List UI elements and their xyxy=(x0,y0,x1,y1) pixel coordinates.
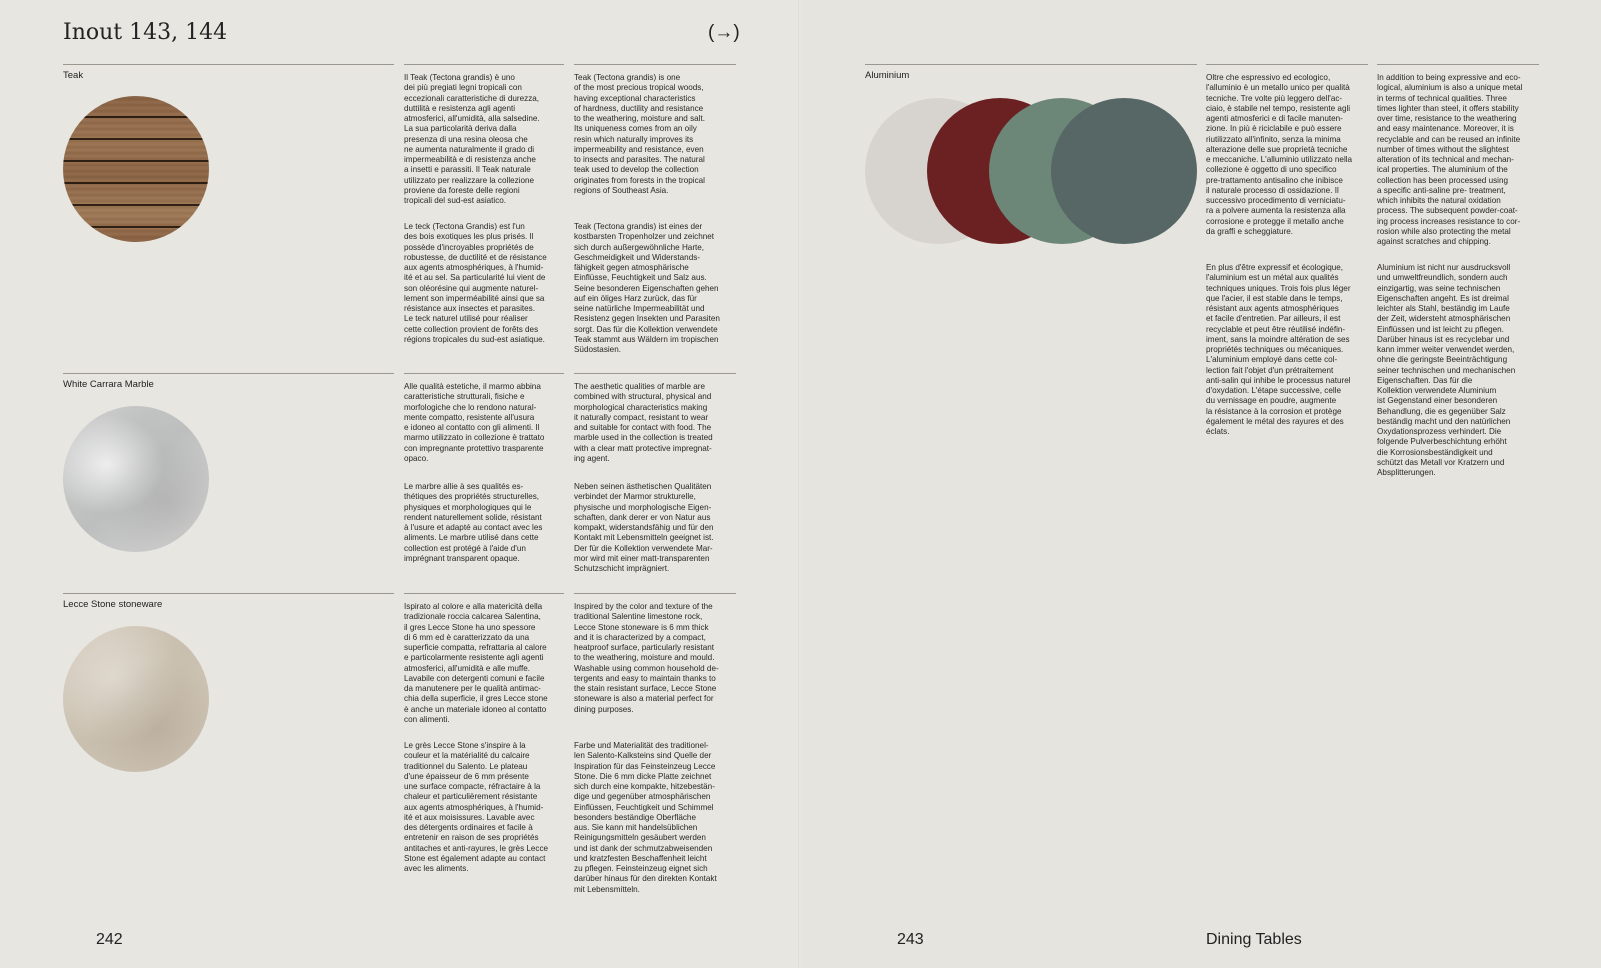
divider xyxy=(574,64,736,65)
aluminium-color-swatch xyxy=(1051,98,1197,244)
lecce-text-fr: Le grès Lecce Stone s'inspire à la couleur et la matérialité du calcaire traditionnel du Salento. Le plateau d'une épaisseur de 6 mm présente une surface compacte, réfractaire à la chaleur et particulièrement résistante aux agents atmosphériques, à l'humid- ité et aux moisissures. Lavable avec des détergents ordinaires et facile à entretenir en raison de ses propriétés antitaches et anti-rayures, le grès Lecce Stone est également adapte au contact avec les aliments. xyxy=(404,741,549,873)
teak-text-en: Teak (Tectona grandis) is one of the most precious tropical woods, having exceptional characteristics of hardness, ductility and resistance to the weathering, moisture and salt. Its uniqueness comes from an oily resin which naturally improves its impermeability and resistance, even to insects and parasites. The natural teak used to develop the collection originates from forests in the tropical regions of Southeast Asia. xyxy=(574,73,705,195)
marble-text-de: Neben seinen ästhetischen Qualitäten verbindet der Marmor strukturelle, physische und morphologische Eigen- schaften, dank derer er von Natur aus kompakt, widerstandsfähig und für den Kontakt mit Lebensmitteln geeignet ist. Der für die Kollektion verwendete Mar- mor wird mit einer matt-transparenten Schutzschicht imprägniert. xyxy=(574,482,714,573)
lecce-text-en: Inspired by the color and texture of the traditional Salentine limestone rock, Lecce Stone stoneware is 6 mm thick and it is characterized by a compact, heatproof surface, particularly resistant to the weathering, moisture and mould. Washable using common household de- tergents and easy to maintain thanks to the stain resistant surface, Lecce Stone stoneware is also a material perfect for dining purposes. xyxy=(574,602,719,714)
section-title: Dining Tables xyxy=(1206,931,1302,948)
teak-text-de: Teak (Tectona grandis) ist eines der kostbarsten Tropenholzer und zeichnet sich durch außergewöhnliche Harte, Geschmeidigkeit und Widerstands- fähigkeit gegen atmosphärische Einflüsse, Feuchtigkeit und Salz aus. Seine besonderen Eigenschaften gehen auf ein öliges Harz zurück, das für seine natürliche Impermeabilität und Resistenz gegen Insekten und Parasiten sorgt. Das für die Kollektion verwendete Teak stammt aus Wäldern im tropischen Südostasien. xyxy=(574,222,720,354)
divider xyxy=(1377,64,1539,65)
page-title: Inout 143, 144 xyxy=(63,20,228,45)
lecce-text-it: Ispirato al colore e alla matericità della tradizionale roccia calcarea Salentina, il gres Lecce Stone ha uno spessore di 6 mm ed è caratterizzato da una superficie compatta, refrattaria al calore e particolarmente resistente agli agenti atmosferici, all'umidità e alle muffe. Lavabile con detergenti comuni e facile da manutenere per le qualità antimac- chia della superficie, il gres Lecce stone è anche un materiale idoneo al contatto con alimenti. xyxy=(404,602,548,724)
material-label-teak: Teak xyxy=(63,70,84,81)
divider xyxy=(865,64,1197,65)
teak-text-it: Il Teak (Tectona grandis) è uno dei più pregiati legni tropicali con eccezionali caratteristiche di durezza, duttilità e resistenza agli agenti atmosferici, all'umidità, alla salsedine. La sua particolarità deriva dalla presenza di una resina oleosa che ne aumenta naturalmente il grado di impermeabilità e di resistenza anche a insetti e parassiti. Il Teak naturale utilizzato per realizzare la collezione proviene da foreste delle regioni tropicali del sud-est asiatico. xyxy=(404,73,540,205)
material-label-lecce: Lecce Stone stoneware xyxy=(63,599,163,610)
arrow-right-icon[interactable]: (→) xyxy=(708,22,740,43)
teak-swatch xyxy=(63,96,209,242)
lecce-text-de: Farbe und Materialität des traditionel- len Salento-Kalksteins sind Quelle der Inspiration für das Feinsteinzeug Lecce Stone. Die 6 mm dicke Platte zeichnet sich durch eine kompakte, hitzebestän- dige und gegenüber atmosphärischen Einflüssen, Feuchtigkeit und Schimmel besonders beständige Oberfläche aus. Sie kann mit handelsüblichen Reinigungsmitteln gesäubert werden und ist dank der schmutzabweisenden und kratzfesten Beschaffenheit leicht zu pflegen. Feinsteinzeug eignet sich darüber hinaus für den direkten Kontakt mit Lebensmitteln. xyxy=(574,741,717,894)
material-label-aluminium: Aluminium xyxy=(865,70,910,81)
aluminium-text-en: In addition to being expressive and eco- logical, aluminium is also a unique metal in terms of technical qualities. Three times lighter than steel, it offers stability over time, resistance to the weathering and easy maintenance. Moreover, it is recyclable and can be reused an infinite number of times without the slightest alteration of its technical and mechan- ical properties. The aluminium of the collection has been processed using a specific anti-saline pre- treatment, which inhibits the natural oxidation process. The subsequent powder-coat- ing process increases resistance to cor- rosion while also protecting the metal against scratches and chipping. xyxy=(1377,73,1523,246)
divider xyxy=(574,593,736,594)
divider xyxy=(404,64,564,65)
right-page xyxy=(801,0,1601,968)
material-label-marble: White Carrara Marble xyxy=(63,379,154,390)
marble-swatch xyxy=(63,406,209,552)
aluminium-text-fr: En plus d'être expressif et écologique, l'aluminium est un métal aux qualités techniques uniques. Trois fois plus léger que l'acier, il est stable dans le temps, résistant aux agents atmosphériques et facile d'entretien. Par ailleurs, il est recyclable et peut être réutilisé indéfin- iment, sans la moindre altération de ses propriétés techniques ou mécaniques. L'aluminium employé dans cette col- lection fait l'objet d'un prétraitement anti-salin qui inhibe le processus naturel d'oxydation. L'étape successive, celle du vernissage en poudre, augmente la résistance à la corrosion et protège également le métal des rayures et des éclats. xyxy=(1206,263,1351,436)
marble-text-en: The aesthetic qualities of marble are combined with structural, physical and morphological characteristics making it naturally compact, resistant to wear and suitable for contact with food. The marble used in the collection is treated with a clear matt protective impregnat- ing agent. xyxy=(574,382,713,463)
aluminium-text-de: Aluminium ist nicht nur ausdrucksvoll und umweltfreundlich, sondern auch einzigartig, was seine technischen Eigenschaften angeht. Es ist dreimal leichter als Stahl, beständig im Laufe der Zeit, widersteht atmosphärischen Einflüssen und ist leicht zu pflegen. Darüber hinaus ist es recyclebar und kann immer weiter verwendet werden, ohne die geringste Beeinträchtigung seiner technischen und mechanischen Eigenschaften. Das für die Kollektion verwendete Aluminium ist Gegenstand einer besonderen Behandlung, die es gegenüber Salz beständig macht und den natürlichen Oxydationsprozess verhindert. Die folgende Pulverbeschichtung erhöht die Korrosionsbeständigkeit und schützt das Metall vor Kratzern und Absplitterungen. xyxy=(1377,263,1516,477)
divider xyxy=(63,373,394,374)
left-page xyxy=(0,0,800,968)
page-number: 242 xyxy=(96,931,123,948)
teak-text-fr: Le teck (Tectona Grandis) est l'un des bois exotiques les plus prisés. Il possède d'incroyables propriétés de robustesse, de ductilité et de résistance aux agents atmosphériques, à l'humid- ité et au sel. Sa particularité lui vient de son oléorésine qui augmente naturel- lement son imperméabilité ainsi que sa résistance aux insectes et parasites. Le teck naturel utilisé pour réaliser cette collection provient de forêts des régions tropicales du sud-est asiatique. xyxy=(404,222,547,344)
divider xyxy=(404,373,564,374)
marble-text-fr: Le marbre allie à ses qualités es- thétiques des propriétés structurelles, physiques et morphologiques qui le rendent naturellement solide, résistant à l'usure et adapté au contact avec les aliments. Le marbre utilisé dans cette collection est protégé à l'aide d'un imprégnant transparent opaque. xyxy=(404,482,543,563)
divider xyxy=(404,593,564,594)
page-number: 243 xyxy=(897,931,924,948)
divider xyxy=(1206,64,1368,65)
aluminium-text-it: Oltre che espressivo ed ecologico, l'alluminio è un metallo unico per qualità tecniche. Tre volte più leggero dell'ac- ciaio, è stabile nel tempo, resistente agli agenti atmosferici e di facile manuten- zione. In più è riciclabile e può essere riutilizzato all'infinito, senza la minima alterazione delle sue proprietà tecniche e meccaniche. L'alluminio utilizzato nella collezione è oggetto di uno specifico pre-trattamento antisalino che inibisce il naturale processo di ossidazione. Il successivo procedimento di verniciatu- ra a polvere aumenta la resistenza alla corrosione e protegge il metallo anche da graffi e scheggiature. xyxy=(1206,73,1353,236)
marble-text-it: Alle qualità estetiche, il marmo abbina caratteristiche strutturali, fisiche e morfologiche che lo rendono natural- mente compatto, resistente all'usura e idoneo al contatto con gli alimenti. Il marmo utilizzato in collezione è trattato con impregnante protettivo trasparente opaco. xyxy=(404,382,545,463)
divider xyxy=(574,373,736,374)
divider xyxy=(63,593,394,594)
lecce-swatch xyxy=(63,626,209,772)
divider xyxy=(63,64,394,65)
